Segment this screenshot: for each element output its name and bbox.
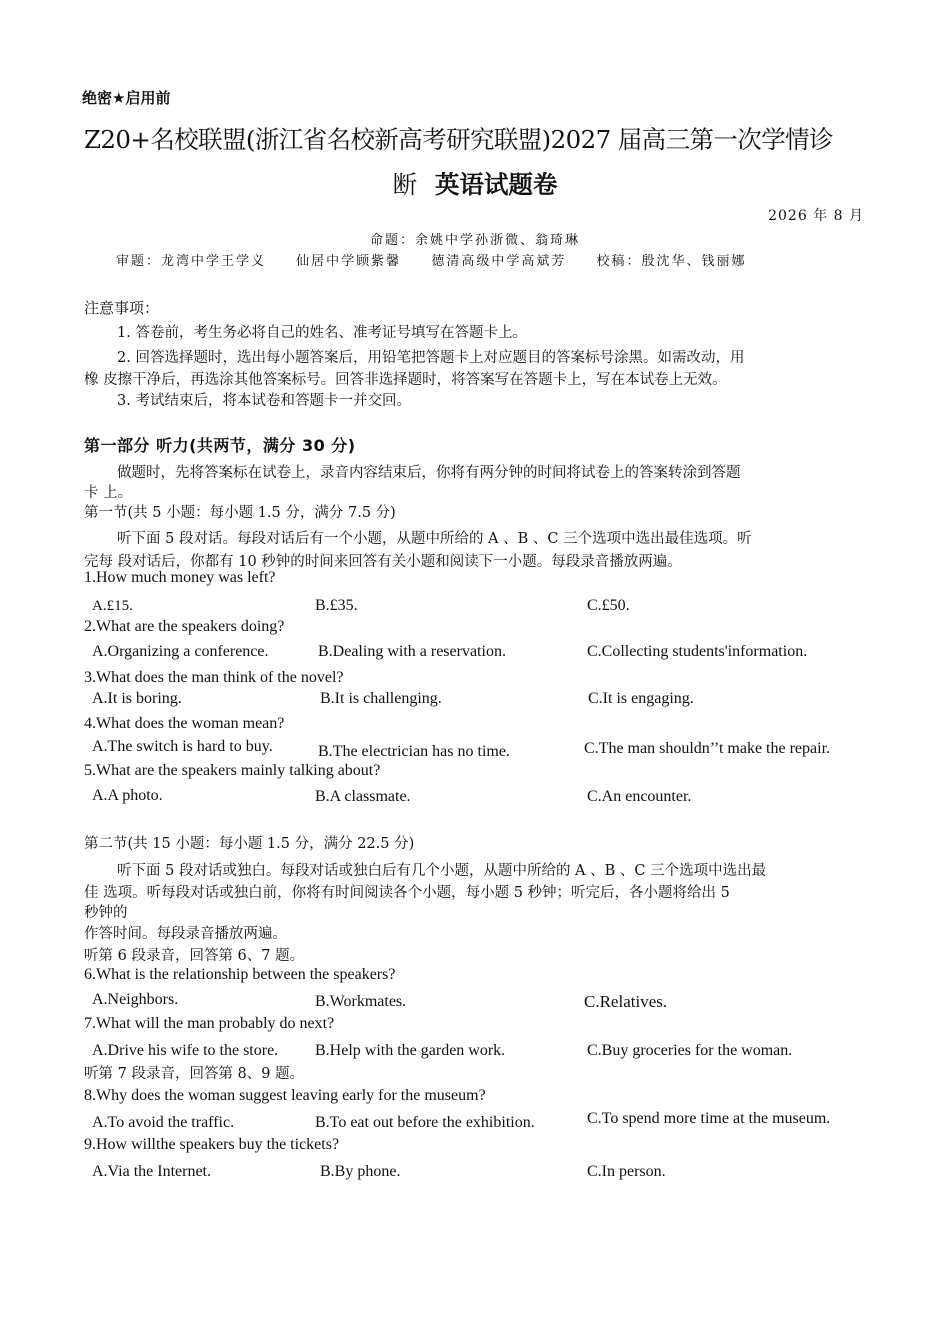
- q1-option-b: B.£35.: [315, 597, 358, 614]
- q3-option-c: C.It is engaging.: [588, 690, 694, 707]
- question-1: 1.How much money was left?: [84, 569, 276, 586]
- q4-option-c: C.The man shouldn’’t make the repair.: [584, 740, 831, 757]
- q3-option-b: B.It is challenging.: [320, 690, 442, 707]
- q9-option-c: C.In person.: [587, 1163, 666, 1180]
- q5-option-a: A.A photo.: [92, 787, 163, 804]
- reviewer-3: 德清高级中学高斌芳: [431, 254, 567, 269]
- notice-item-2-line2: 橡 皮擦干净后，再选涂其他答案标号。回答非选择题时，将答案写在答题卡上，写在本试卷上无效。: [84, 372, 727, 388]
- audio6-note: 听第 6 段录音，回答第 6、7 题。: [84, 948, 305, 964]
- exam-author: 命题：余姚中学孙浙微、翁琦琳: [369, 233, 580, 248]
- q7-option-b: B.Help with the garden work.: [315, 1042, 506, 1059]
- q1-option-a: A.£15.: [92, 598, 133, 614]
- q3-option-a: A.It is boring.: [92, 690, 182, 707]
- q4-option-a: A.The switch is hard to buy.: [92, 738, 273, 755]
- q6-option-b: B.Workmates.: [315, 993, 407, 1010]
- section2-intro-line2: 佳 选项。听每段对话或独白前，你将有时间阅读各个小题，每小题 5 秒钟；听完后，各小题将给出 5: [84, 885, 730, 901]
- notice-heading: 注意事项：: [84, 299, 160, 317]
- question-2: 2.What are the speakers doing?: [84, 618, 285, 635]
- reviewer-1: 审题：龙湾中学王学义: [116, 254, 267, 269]
- section2-intro-line4: 作答时间。每段录音播放两遍。: [84, 926, 287, 942]
- section2-intro-line3: 秒钟的: [84, 905, 128, 921]
- q7-option-a: A.Drive his wife to the store.: [92, 1042, 279, 1059]
- reviewer-2: 仙居中学顾紫馨: [296, 254, 402, 269]
- q6-option-c: C.Relatives.: [584, 992, 668, 1011]
- part1-heading: 第一部分 听力(共两节，满分 30 分): [84, 436, 356, 455]
- q2-option-b: B.Dealing with a reservation.: [318, 643, 506, 660]
- exam-date: 2026 年 8 月: [768, 208, 864, 224]
- q2-option-a: A.Organizing a conference.: [92, 643, 269, 660]
- question-3: 3.What does the man think of the novel?: [84, 669, 344, 686]
- question-4: 4.What does the woman mean?: [84, 715, 285, 732]
- part1-intro-line2: 卡 上。: [84, 485, 133, 501]
- question-6: 6.What is the relationship between the speakers?: [84, 966, 396, 983]
- section1-intro-line2: 完每 段对话后，你都有 10 秒钟的时间来回答有关小题和阅读下一小题。每段录音播放两遍。: [84, 554, 682, 570]
- q8-option-c: C.To spend more time at the museum.: [587, 1110, 831, 1127]
- title-line2-part-b: 英语试题卷: [434, 170, 558, 199]
- q5-option-c: C.An encounter.: [587, 788, 692, 805]
- question-5: 5.What are the speakers mainly talking about?: [84, 762, 381, 779]
- q8-option-a: A.To avoid the traffic.: [92, 1114, 235, 1131]
- confidential-label: 绝密★启用前: [82, 89, 171, 107]
- q4-option-b: B.The electrician has no time.: [318, 743, 510, 760]
- exam-title-line2: [0, 166, 950, 201]
- section1-intro-line1: 听下面 5 段对话。每段对话后有一个小题，从题中所给的 A 、B 、C 三个选项中选出最佳选项。听: [117, 531, 752, 547]
- question-9: 9.How willthe speakers buy the tickets?: [84, 1136, 340, 1153]
- proofreaders: 校稿：殷沈华、钱丽娜: [596, 254, 747, 269]
- part1-intro-line1: 做题时，先将答案标在试卷上，录音内容结束后，你将有两分钟的时间将试卷上的答案转涂到答题: [117, 465, 741, 481]
- title-line2-part-a: 断: [392, 170, 418, 199]
- section2-title: 第二节(共 15 小题：每小题 1.5 分，满分 22.5 分): [84, 836, 415, 852]
- q6-option-a: A.Neighbors.: [92, 991, 179, 1008]
- q8-option-b: B.To eat out before the exhibition.: [315, 1114, 535, 1131]
- question-8: 8.Why does the woman suggest leaving early for the museum?: [84, 1087, 486, 1104]
- exam-title-line1: Z20+名校联盟(浙江省名校新高考研究联盟)2027 届高三第一次学情诊: [84, 125, 833, 154]
- q7-option-c: C.Buy groceries for the woman.: [587, 1042, 793, 1059]
- notice-item-3: 3. 考试结束后，将本试卷和答题卡一并交回。: [117, 393, 411, 409]
- notice-item-1: 1. 答卷前，考生务必将自己的姓名、准考证号填写在答题卡上。: [117, 325, 527, 341]
- q9-option-b: B.By phone.: [320, 1163, 401, 1180]
- question-7: 7.What will the man probably do next?: [84, 1015, 335, 1032]
- q9-option-a: A.Via the Internet.: [92, 1163, 211, 1180]
- section2-intro-line1: 听下面 5 段对话或独白。每段对话或独白后有几个小题，从题中所给的 A 、B 、C 三个选项中选出最: [117, 863, 767, 879]
- notice-item-2-line1: 2. 回答选择题时，选出每小题答案后，用铅笔把答题卡上对应题目的答案标号涂黑。如需改动，用: [117, 350, 745, 366]
- q5-option-b: B.A classmate.: [315, 788, 411, 805]
- section1-title: 第一节(共 5 小题：每小题 1.5 分，满分 7.5 分): [84, 505, 396, 521]
- q2-option-c: C.Collecting students'information.: [587, 643, 808, 660]
- audio7-note: 听第 7 段录音，回答第 8、9 题。: [84, 1066, 305, 1082]
- q1-option-c: C.£50.: [587, 597, 630, 614]
- exam-reviewers: [116, 250, 746, 269]
